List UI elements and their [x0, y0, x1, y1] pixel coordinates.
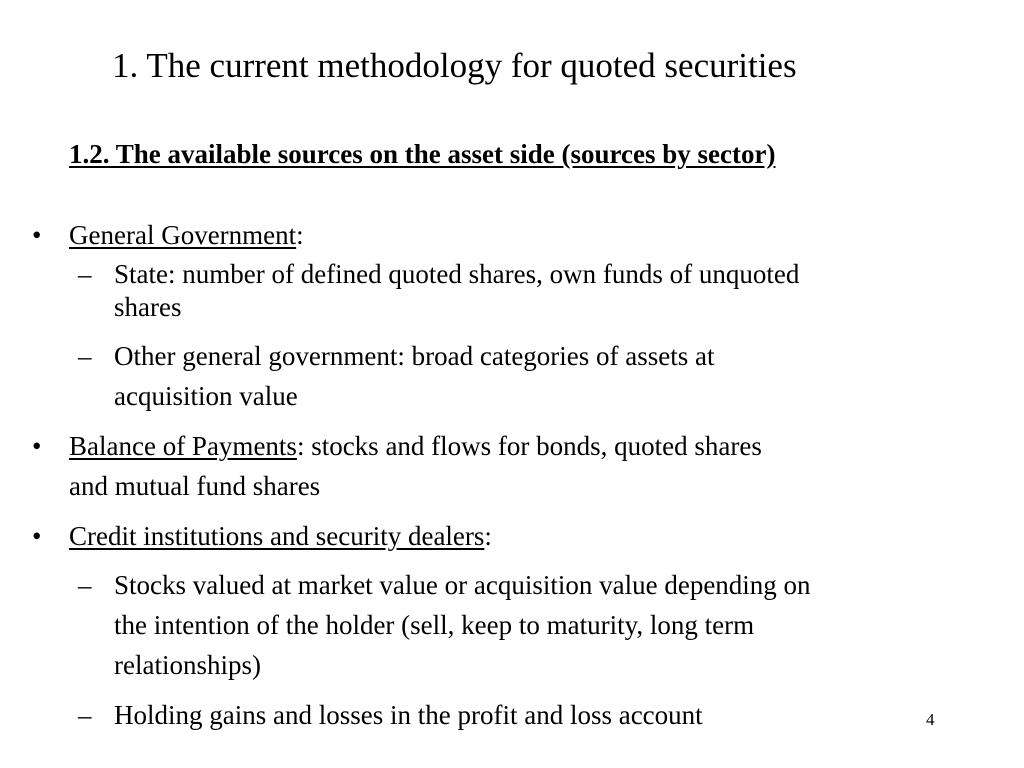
bullet-suffix: :: [296, 220, 304, 250]
bullet-continuation: and mutual fund shares: [69, 471, 321, 501]
bullet-heading: Balance of Payments: [69, 431, 297, 461]
subitem-line: Other general government: broad categories of assets at: [114, 341, 715, 371]
bullet-heading: General Government: [69, 220, 297, 250]
slide-title: 1. The current methodology for quoted securities: [112, 46, 797, 85]
subitem-line: State: number of defined quoted shares, own funds of unquoted: [114, 259, 800, 289]
dash-marker: –: [78, 570, 92, 600]
subitem-line: Stocks valued at market value or acquisition value depending on: [114, 570, 811, 600]
bullet-suffix: : stocks and flows for bonds, quoted shares: [296, 431, 762, 461]
dash-marker: –: [78, 341, 92, 371]
subitem-line: shares: [114, 292, 182, 322]
slide-subtitle: 1.2. The available sources on the asset side (sources by sector): [69, 139, 776, 169]
bullet-item-balance-of-payments: [69, 429, 762, 463]
subitem-line: acquisition value: [114, 381, 298, 411]
bullet-heading: Credit institutions and security dealers: [69, 521, 485, 551]
bullet-marker: •: [32, 220, 42, 250]
subitem-line: the intention of the holder (sell, keep to maturity, long term: [114, 610, 755, 640]
bullet-item-general-government: [69, 218, 304, 252]
bullet-marker: •: [32, 521, 42, 551]
dash-marker: –: [78, 700, 92, 730]
dash-marker: –: [78, 259, 92, 289]
page-number: 4: [926, 710, 935, 729]
bullet-item-credit-institutions: [69, 519, 492, 553]
subitem-line: Holding gains and losses in the profit and loss account: [114, 700, 703, 730]
bullet-marker: •: [32, 431, 42, 461]
subitem-line: relationships): [114, 650, 261, 680]
bullet-suffix: :: [484, 521, 492, 551]
